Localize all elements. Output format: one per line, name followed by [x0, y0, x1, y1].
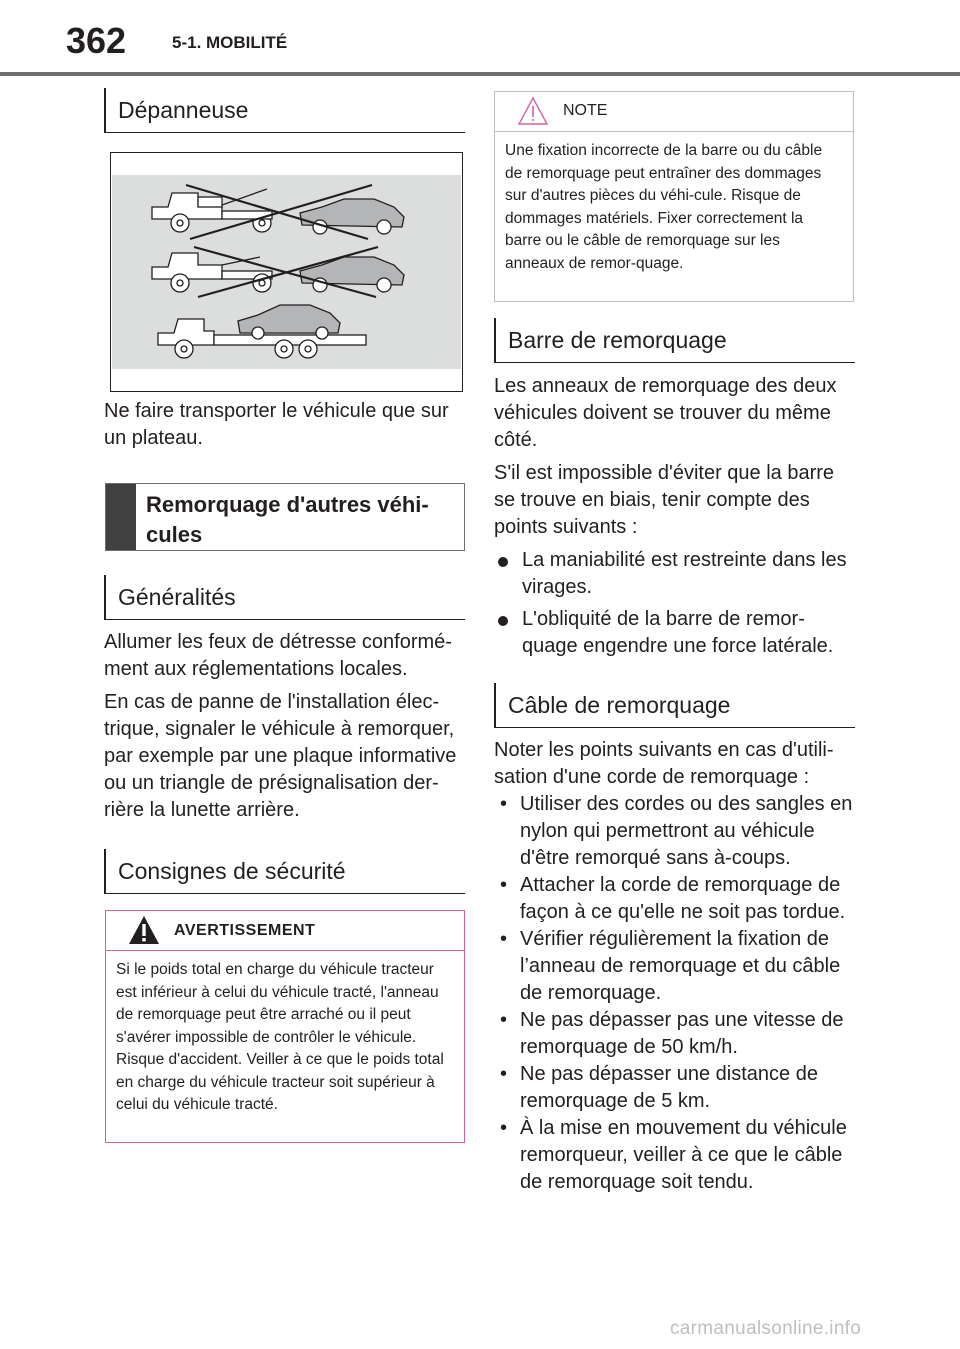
bullet-dot-icon: [498, 616, 508, 626]
bullet-icon: •: [500, 928, 508, 950]
bullet-dot-icon: [498, 557, 508, 567]
warning-box-header: [106, 911, 464, 951]
list-item: • Attacher la corde de remorquage de façon à ce qu'elle ne soit pas tordue.: [500, 874, 846, 923]
generalites-paragraph: Allumer les feux de détresse conformé-ment aux réglementations locales.: [104, 631, 452, 680]
heading-tab: [106, 484, 136, 550]
barre-paragraph: S'il est impossible d'éviter que la barre se trouve en biais, tenir compte des points suivants :: [494, 462, 835, 538]
heading-barre-text: Barre de remorquage: [508, 327, 727, 353]
watermark: carmanualsonline.info: [670, 1318, 862, 1339]
header-rule: [0, 72, 960, 76]
bullet-icon: •: [500, 1009, 508, 1031]
bullet-icon: •: [500, 1117, 508, 1139]
tow-vehicles-drawing: [112, 175, 461, 369]
heading-generalites-text: Généralités: [118, 584, 236, 610]
heading-generalites: [104, 575, 465, 620]
heading-cable-text: Câble de remorquage: [508, 692, 731, 718]
page-number: 362: [66, 20, 127, 61]
heading-remorquage: [105, 483, 465, 551]
barre-body: [494, 373, 855, 665]
generalites-body: [104, 629, 465, 830]
heading-depanneuse-text: Dépanneuse: [118, 97, 249, 123]
section-label: 5-1. MOBILITÉ: [172, 33, 288, 52]
cable-intro: Noter les points suivants en cas d'utili-sation d'une corde de remorquage :: [494, 739, 834, 788]
warning-title: AVERTISSEMENT: [174, 922, 316, 939]
heading-depanneuse: [104, 88, 465, 133]
heading-barre: [494, 318, 855, 363]
heading-remorquage-text: Remorquage d'autres véhi-cules: [146, 492, 429, 547]
heading-cable: [494, 683, 855, 728]
bullet-icon: •: [500, 874, 508, 896]
list-item: • Ne pas dépasser pas une vitesse de remorquage de 50 km/h.: [500, 1009, 844, 1058]
heading-consignes: [104, 849, 465, 894]
note-title: NOTE: [563, 102, 608, 119]
list-item: • Vérifier régulièrement la fixation de l’anneau de remorquage et du câble de remorquage.: [500, 928, 841, 1004]
list-item: • Ne pas dépasser une distance de remorquage de 5 km.: [500, 1063, 818, 1112]
cable-points-list: [494, 791, 855, 1196]
tow-truck-illustration: [110, 152, 463, 392]
barre-points-list: [494, 547, 855, 660]
figure-caption: Ne faire transporter le véhicule que sur un plateau.: [104, 400, 449, 449]
bullet-icon: •: [500, 1063, 508, 1085]
note-box-header: [495, 92, 853, 132]
note-text: Une fixation incorrecte de la barre ou du câble de remorquage peut entraîner des dommages sur d'autres pièces du véhi-cule. Risque de dommages matériels. Fixer correctement la barre ou le câble de remorquage sur les anneaux de remor-quage.: [505, 142, 823, 272]
note-box: [494, 91, 854, 302]
list-item: L'obliquité de la barre de remor-quage engendre une force latérale.: [494, 606, 855, 660]
page-header: [0, 0, 960, 76]
list-item: La maniabilité est restreinte dans les virages.: [494, 547, 855, 601]
heading-consignes-text: Consignes de sécurité: [118, 858, 346, 884]
warning-text: Si le poids total en charge du véhicule tracteur est inférieur à celui du véhicule tracté, l'anneau de remorquage peut être arraché ou il peut s'avérer impossible de contrôler le véhicule. Risque d'accident. Veiller à ce que le poids total en charge du véhicule tracteur soit supérieur à celui du véhicule tracté.: [116, 961, 444, 1113]
warning-triangle-icon: [128, 915, 160, 945]
barre-paragraph: Les anneaux de remorquage des deux véhicules doivent se trouver du même côté.: [494, 375, 837, 451]
warning-box: [105, 910, 465, 1143]
bullet-icon: •: [500, 793, 508, 815]
list-item: • À la mise en mouvement du véhicule remorqueur, veiller à ce que le câble de remorquage soit tendu.: [500, 1117, 847, 1193]
generalites-paragraph: En cas de panne de l'installation élec-trique, signaler le véhicule à remorquer, par exemple par une plaque informative ou un triangle de présignalisation der-rière la lunette arrière.: [104, 691, 457, 821]
list-item: • Utiliser des cordes ou des sangles en nylon qui permettront au véhicule d'être remorqué sans à-coups.: [500, 793, 853, 869]
caution-triangle-icon: [517, 96, 549, 126]
cable-body: [494, 737, 855, 1196]
